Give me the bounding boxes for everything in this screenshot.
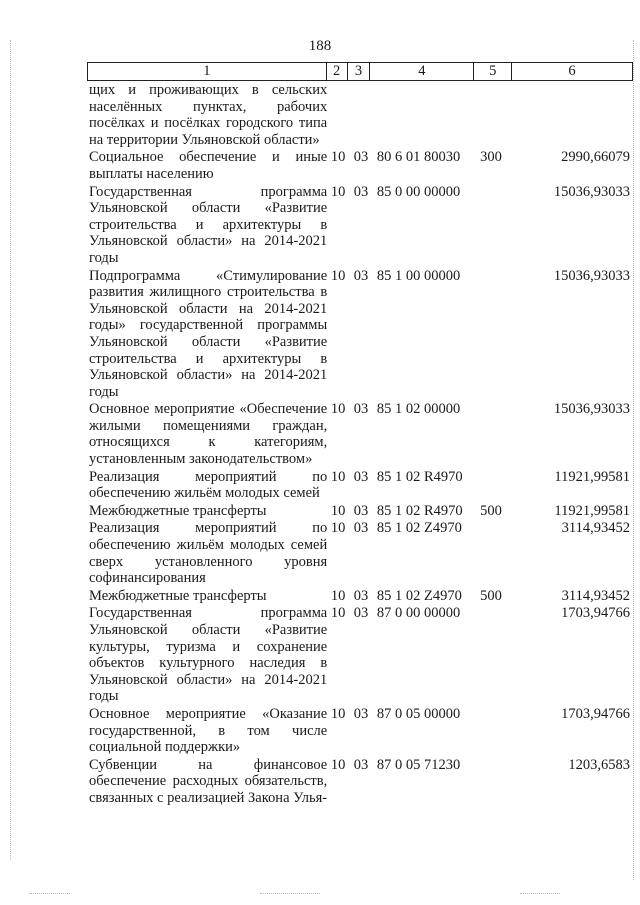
section-code: 10 (330, 605, 346, 622)
target-article-code: 85 1 00 00000 (376, 267, 461, 284)
budget-table-body (89, 82, 634, 808)
row-name: Государственная программа Ульяновской области «Развитие строительства и архитектуры в Ульяновской области» на 2014-2021 годы (89, 183, 328, 266)
expense-type-code: 500 (480, 587, 502, 604)
amount: 15036,93033 (553, 401, 631, 418)
amount: 1703,94766 (561, 605, 631, 622)
target-article-code: 85 0 00 00000 (376, 183, 461, 200)
target-article-code: 85 1 02 Z4970 (376, 587, 462, 604)
column-header-table (87, 62, 633, 81)
subsection-code: 03 (353, 520, 369, 537)
target-article-code: 87 0 05 71230 (376, 756, 461, 773)
column-header: 1 (88, 63, 327, 81)
subsection-code: 03 (353, 183, 369, 200)
target-article-code: 80 6 01 80030 (376, 149, 461, 166)
amount: 3114,93452 (561, 520, 631, 537)
table-row (89, 605, 634, 705)
target-article-code: 85 1 02 R4970 (376, 502, 463, 519)
row-name: Основное мероприятие «Оказание государственной, в том числе социальной поддержки» (89, 705, 328, 756)
amount: 3114,93452 (561, 587, 631, 604)
section-code: 10 (330, 705, 346, 722)
subsection-code: 03 (353, 149, 369, 166)
section-code: 10 (330, 401, 346, 418)
row-name: Реализация мероприятий по обеспечению жильём молодых семей сверх установленного уровня софинансирования (89, 520, 328, 587)
table-row (89, 184, 634, 267)
subsection-code: 03 (353, 267, 369, 284)
row-name: Государственная программа Ульяновской области «Развитие культуры, туризма и сохранение объектов культурного наследия в Ульяновской области» на 2014-2021 годы (89, 605, 328, 705)
table-row (89, 469, 634, 502)
subsection-code: 03 (353, 401, 369, 418)
row-name: Подпрограмма «Стимулирование развития жилищного строительства в Ульяновской области на 2014-2021 годы» государственной программы Ульяновской области «Развитие строительства и архитектуры в Ульяновской области» на 2014-2021 годы (89, 267, 328, 400)
section-code: 10 (330, 520, 346, 537)
section-code: 10 (330, 149, 346, 166)
amount: 2990,66079 (561, 149, 631, 166)
target-article-code: 87 0 05 00000 (376, 705, 461, 722)
table-row (89, 401, 634, 467)
amount: 11921,99581 (554, 468, 631, 485)
amount: 15036,93033 (553, 183, 631, 200)
subsection-code: 03 (353, 502, 369, 519)
scan-mark (30, 893, 70, 895)
subsection-code: 03 (353, 468, 369, 485)
target-article-code: 87 0 00 00000 (376, 605, 461, 622)
section-code: 10 (330, 587, 346, 604)
column-header: 3 (347, 63, 370, 81)
row-name: Социальное обеспечение и иные выплаты населению (89, 149, 328, 182)
expense-type-code: 300 (480, 149, 502, 166)
target-article-code: 85 1 02 Z4970 (376, 520, 462, 537)
subsection-code: 03 (353, 756, 369, 773)
row-name: Межбюджетные трансферты (89, 502, 267, 519)
table-row (89, 520, 634, 586)
target-article-code: 85 1 02 00000 (376, 401, 461, 418)
page-number: 188 (308, 38, 332, 54)
section-code: 10 (330, 502, 346, 519)
table-row (89, 82, 634, 148)
table-row (89, 757, 634, 807)
table-row (89, 706, 634, 756)
target-article-code: 85 1 02 R4970 (376, 468, 463, 485)
column-header-row (88, 63, 633, 81)
column-header: 6 (512, 63, 633, 81)
row-name: Основное мероприятие «Обеспечение жилыми помещениями граждан, относящихся к категориям, установленным законодательством» (89, 401, 328, 468)
section-code: 10 (330, 267, 346, 284)
row-name: Межбюджетные трансферты (89, 587, 267, 604)
amount: 15036,93033 (553, 267, 631, 284)
subsection-code: 03 (353, 605, 369, 622)
subsection-code: 03 (353, 587, 369, 604)
column-header: 4 (370, 63, 474, 81)
section-code: 10 (330, 468, 346, 485)
section-code: 10 (330, 183, 346, 200)
column-header: 2 (326, 63, 347, 81)
row-name: Субвенции на финансовое обеспечение расходных обязательств, связанных с реализацией Закона Улья- (89, 756, 328, 806)
subsection-code: 03 (353, 705, 369, 722)
table-row (89, 149, 634, 182)
section-code: 10 (330, 756, 346, 773)
column-header: 5 (474, 63, 512, 81)
amount: 1703,94766 (561, 705, 631, 722)
scan-mark (260, 893, 320, 895)
table-row (89, 588, 634, 605)
row-name: щих и проживающих в сельских населённых пунктах, рабочих посёлках и посёлках городского типа на территории Ульяновской области» (89, 82, 328, 148)
row-name: Реализация мероприятий по обеспечению жильём молодых семей (89, 468, 328, 502)
amount: 11921,99581 (554, 502, 631, 519)
table-row (89, 503, 634, 520)
expense-type-code: 500 (480, 502, 502, 519)
scan-mark (520, 893, 560, 895)
table-row (89, 268, 634, 401)
scan-margin-left (10, 40, 11, 860)
amount: 1203,6583 (568, 756, 631, 773)
